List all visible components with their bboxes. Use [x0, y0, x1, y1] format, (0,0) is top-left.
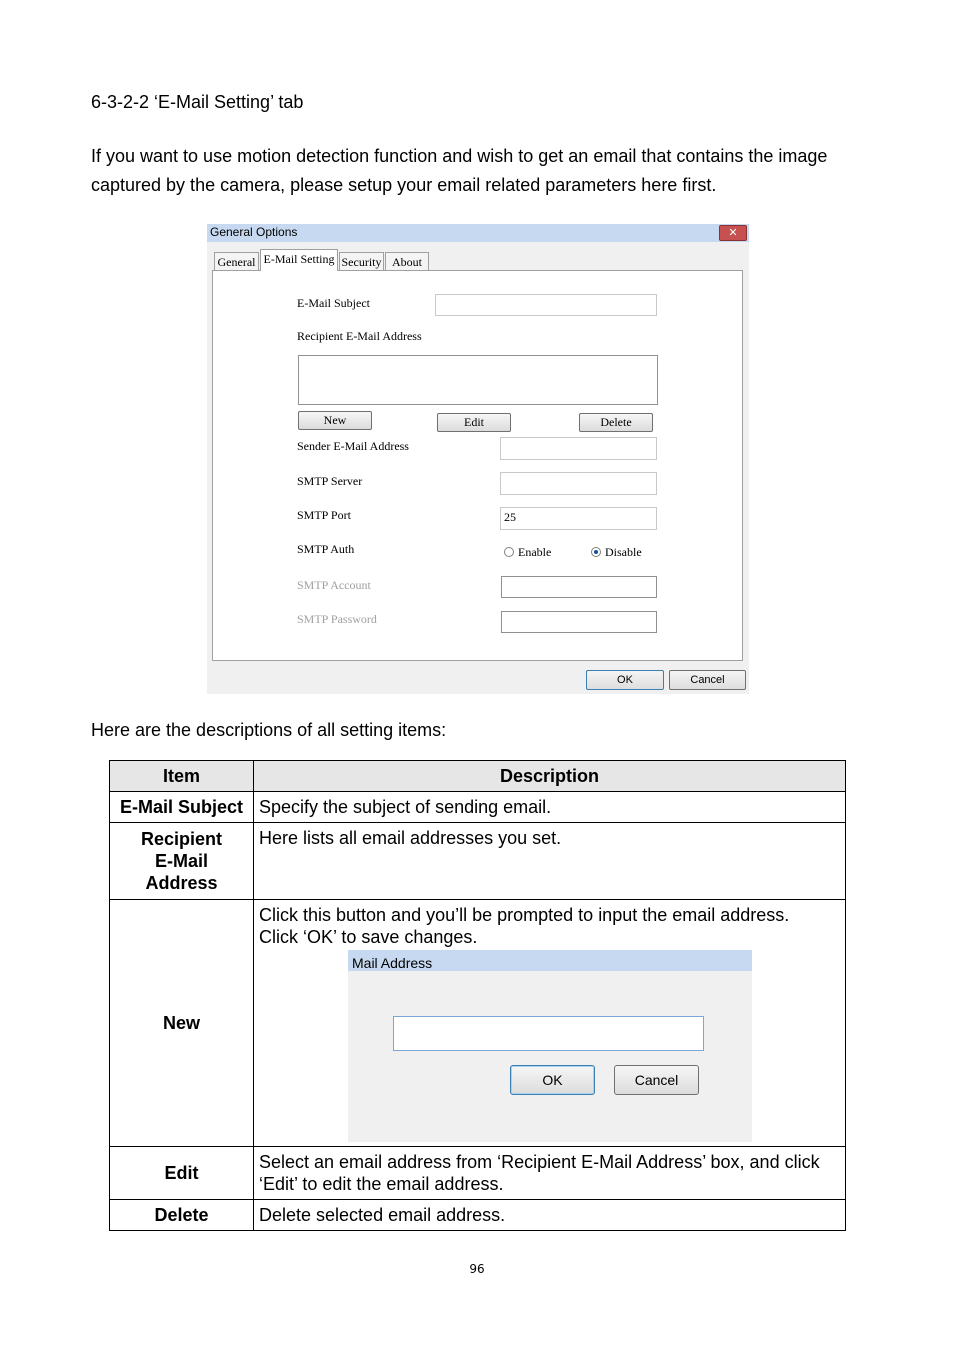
description-cell: Delete selected email address. [254, 1200, 846, 1231]
mail-cancel-button[interactable]: Cancel [614, 1065, 699, 1095]
settings-description-table [109, 760, 846, 1231]
smtp-account-label: SMTP Account [297, 578, 371, 592]
description-cell: Specify the subject of sending email. [254, 792, 846, 823]
email-subject-input[interactable] [435, 294, 657, 316]
description-cell [254, 900, 846, 1147]
table-row [110, 900, 846, 1147]
smtp-port-input[interactable]: 25 [500, 507, 657, 530]
auth-disable-label: Disable [605, 545, 642, 559]
smtp-auth-label: SMTP Auth [297, 542, 355, 556]
smtp-password-label: SMTP Password [297, 612, 377, 626]
table-header-row [110, 761, 846, 792]
mail-dialog-title-bar [348, 950, 752, 971]
table-row [110, 1200, 846, 1231]
item-line: Recipient [140, 829, 223, 849]
ok-button[interactable]: OK [586, 670, 664, 690]
intro-paragraph: If you want to use motion detection function and wish to get an email that contains the image captured by the camera, please setup your email related parameters here first. [91, 146, 828, 195]
description-cell: Here lists all email addresses you set. [254, 823, 846, 900]
smtp-account-input[interactable] [501, 576, 657, 598]
table-row [110, 792, 846, 823]
item-cell: Edit [110, 1147, 254, 1200]
item-cell: New [110, 900, 254, 1147]
mail-address-input[interactable] [393, 1016, 704, 1051]
item-line: E-Mail [154, 851, 208, 871]
smtp-server-label: SMTP Server [297, 474, 363, 488]
item-cell: E-Mail Subject [110, 792, 254, 823]
page-number: 96 [469, 1262, 485, 1276]
tab-about[interactable]: About [385, 252, 429, 270]
recipient-label: Recipient E-Mail Address [297, 329, 422, 343]
smtp-port-label: SMTP Port [297, 508, 351, 522]
dialog-title-bar [207, 224, 749, 242]
email-subject-label: E-Mail Subject [297, 296, 370, 310]
tab-security[interactable]: Security [339, 252, 384, 270]
cancel-button[interactable]: Cancel [669, 670, 746, 690]
sender-email-input[interactable] [500, 437, 657, 460]
edit-button[interactable]: Edit [437, 413, 511, 432]
close-icon[interactable]: ✕ [719, 225, 747, 241]
table-row [110, 1147, 846, 1200]
recipient-list[interactable] [298, 355, 658, 405]
table-row [110, 823, 846, 900]
dialog-title: General Options [210, 225, 298, 239]
new-button[interactable]: New [298, 411, 372, 430]
item-cell: Delete [110, 1200, 254, 1231]
auth-enable-radio[interactable] [504, 547, 514, 557]
delete-button[interactable]: Delete [579, 413, 653, 432]
section-heading: 6-3-2-2 ‘E-Mail Setting’ tab [91, 92, 304, 112]
header-item: Item [110, 761, 254, 792]
auth-enable-label: Enable [518, 545, 552, 559]
description-line: Click this button and you’ll be prompted to input the email address. [259, 905, 790, 925]
header-description: Description [254, 761, 846, 792]
auth-disable-radio[interactable] [591, 547, 601, 557]
description-line: Click ‘OK’ to save changes. [259, 927, 478, 947]
sender-label: Sender E-Mail Address [297, 439, 409, 453]
descriptions-intro: Here are the descriptions of all setting items: [91, 720, 447, 740]
description-cell: Select an email address from ‘Recipient E-Mail Address’ box, and click ‘Edit’ to edit the email address. [254, 1147, 846, 1200]
smtp-server-input[interactable] [500, 472, 657, 495]
tab-general[interactable]: General [214, 252, 259, 270]
general-options-dialog [207, 224, 749, 694]
mail-address-dialog [348, 950, 752, 1142]
tab-email-setting[interactable]: E-Mail Setting [260, 249, 338, 271]
item-cell [110, 823, 254, 900]
mail-dialog-title: Mail Address [352, 955, 433, 971]
mail-ok-button[interactable]: OK [510, 1065, 595, 1095]
smtp-password-input[interactable] [501, 611, 657, 633]
email-setting-panel [212, 270, 743, 661]
item-line: Address [145, 873, 218, 893]
